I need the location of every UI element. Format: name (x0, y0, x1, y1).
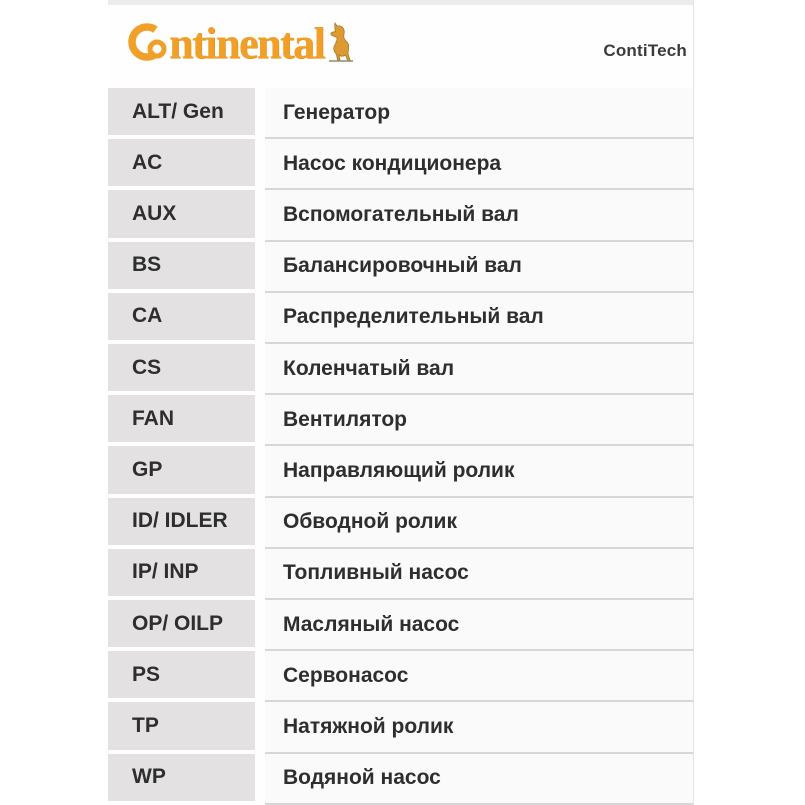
description-cell: Распределительный вал (265, 293, 693, 344)
table-row (108, 702, 693, 753)
description-cell: Водяной насос (265, 754, 693, 805)
description-cell: Насос кондиционера (265, 139, 693, 190)
continental-logo (128, 20, 353, 68)
description-cell: Натяжной ролик (265, 702, 693, 753)
table-row (108, 344, 693, 395)
abbreviation-cell: BS (108, 242, 255, 293)
description-cell: Обводной ролик (265, 498, 693, 549)
abbreviation-cell: CA (108, 293, 255, 344)
abbreviation-cell: AC (108, 139, 255, 190)
description-cell: Масляный насос (265, 600, 693, 651)
table-row (108, 242, 693, 293)
abbreviation-cell: CS (108, 344, 255, 395)
description-cell: Сервонасос (265, 651, 693, 702)
horse-icon (327, 22, 353, 62)
brand-legend-panel (108, 0, 694, 805)
description-cell: Топливный насос (265, 549, 693, 600)
table-row (108, 651, 693, 702)
table-row (108, 293, 693, 344)
description-cell: Направляющий ролик (265, 446, 693, 497)
table-row (108, 446, 693, 497)
table-row (108, 88, 693, 139)
contitech-logo: ContiTech (603, 40, 687, 60)
continental-logo-text: ntinental (169, 18, 325, 68)
abbreviation-cell: ALT/ Gen (108, 88, 255, 139)
table-row (108, 498, 693, 549)
abbreviation-cell: ID/ IDLER (108, 498, 255, 549)
abbreviation-cell: WP (108, 754, 255, 805)
description-cell: Генератор (265, 88, 693, 139)
description-cell: Балансировочный вал (265, 242, 693, 293)
abbreviation-cell: OP/ OILP (108, 600, 255, 651)
description-cell: Коленчатый вал (265, 344, 693, 395)
table-row (108, 549, 693, 600)
abbreviation-cell: PS (108, 651, 255, 702)
table-row (108, 190, 693, 241)
description-cell: Вентилятор (265, 395, 693, 446)
description-cell: Вспомогательный вал (265, 190, 693, 241)
abbreviation-cell: TP (108, 702, 255, 753)
continental-c-o-logo-icon (128, 20, 168, 68)
abbreviation-legend-table (108, 88, 693, 805)
abbreviation-cell: FAN (108, 395, 255, 446)
table-row (108, 139, 693, 190)
abbreviation-cell: IP/ INP (108, 549, 255, 600)
table-row (108, 600, 693, 651)
table-row (108, 395, 693, 446)
header (108, 5, 693, 88)
abbreviation-cell: AUX (108, 190, 255, 241)
table-row (108, 754, 693, 805)
abbreviation-cell: GP (108, 446, 255, 497)
